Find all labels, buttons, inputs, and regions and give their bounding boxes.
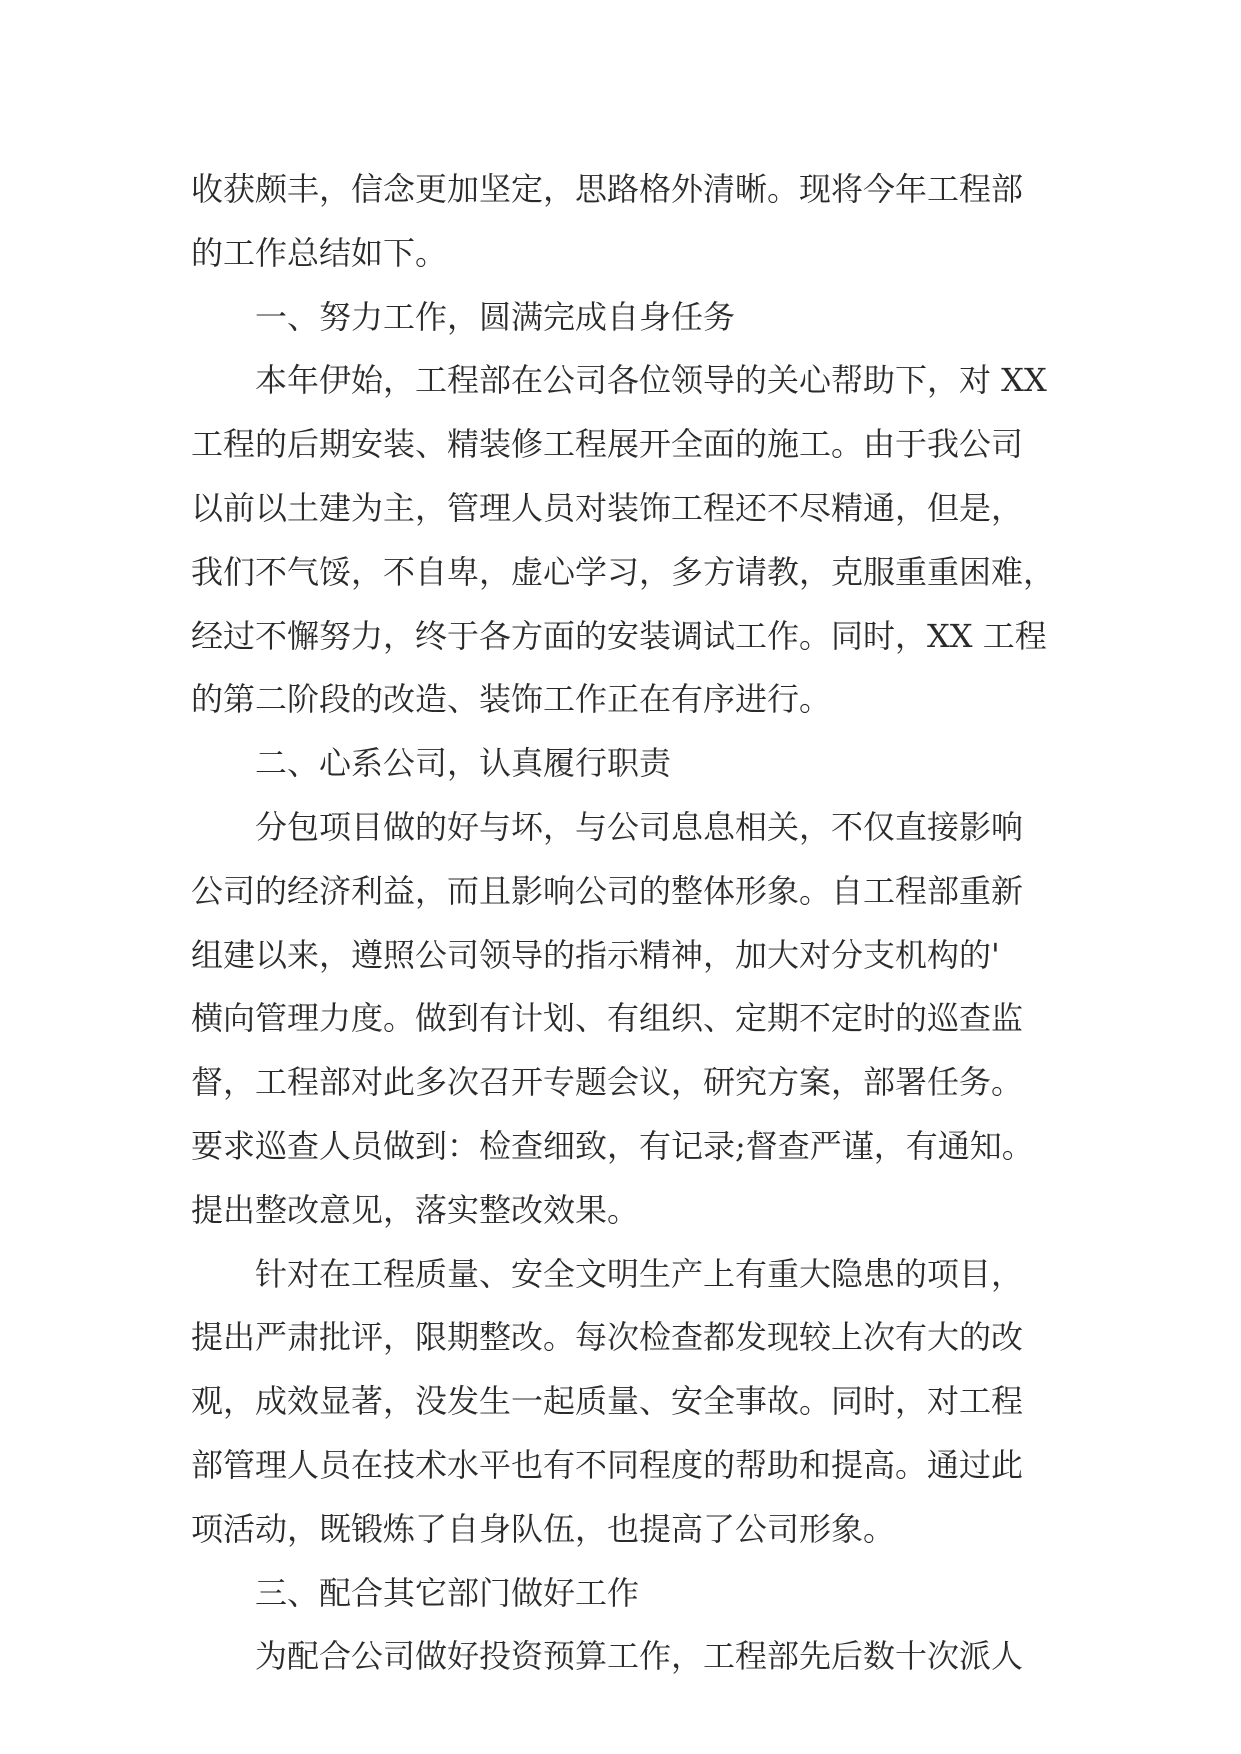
text-line-1: 收获颇丰，信念更加坚定，思路格外清晰。现将今年工程部	[191, 170, 1024, 208]
text-line-24: 为配合公司做好投资预算工作，工程部先后数十次派人	[255, 1637, 1024, 1676]
text-line-2: 的工作总结如下。	[191, 233, 448, 272]
text-line-12: 公司的经济利益，而且影响公司的整体形象。自工程部重新	[191, 871, 1024, 910]
text-line-20: 观，成效显著，没发生一起质量、安全事故。同时，对工程	[191, 1382, 1024, 1421]
text-line-21: 部管理人员在技术水平也有不同程度的帮助和提高。通过此	[191, 1445, 1024, 1484]
text-line-6: 以前以土建为主，管理人员对装饰工程还不尽精通，但是，	[191, 488, 1024, 527]
text-line-16: 要求巡查人员做到：检查细致，有记录;督查严谨，有通知。	[191, 1126, 1034, 1165]
section-heading-1: 一、努力工作，圆满完成自身任务	[255, 297, 736, 336]
text-line-14: 横向管理力度。做到有计划、有组织、定期不定时的巡查监	[191, 999, 1024, 1038]
text-line-18: 针对在工程质量、安全文明生产上有重大隐患的项目，	[255, 1254, 1024, 1293]
section-heading-2: 二、心系公司，认真履行职责	[255, 744, 672, 783]
text-line-15: 督，工程部对此多次召开专题会议，研究方案，部署任务。	[191, 1063, 1024, 1102]
text-line-4: 本年伊始，工程部在公司各位领导的关心帮助下，对 XX	[255, 361, 1047, 400]
text-line-7: 我们不气馁，不自卑，虚心学习，多方请教，克服重重困难，	[191, 552, 1056, 591]
text-line-8: 经过不懈努力，终于各方面的安装调试工作。同时，XX 工程	[191, 616, 1047, 655]
text-line-13: 组建以来，遵照公司领导的指示精神，加大对分支机构的'	[191, 935, 1000, 974]
text-line-11: 分包项目做的好与坏，与公司息息相关，不仅直接影响	[255, 807, 1024, 846]
text-line-17: 提出整改意见，落实整改效果。	[191, 1190, 640, 1229]
section-heading-3: 三、配合其它部门做好工作	[255, 1573, 640, 1612]
document-body	[191, 158, 1071, 1689]
text-line-22: 项活动，既锻炼了自身队伍，也提高了公司形象。	[191, 1509, 896, 1548]
text-line-9: 的第二阶段的改造、装饰工作正在有序进行。	[191, 680, 832, 719]
text-line-19: 提出严肃批评，限期整改。每次检查都发现较上次有大的改	[191, 1318, 1024, 1357]
text-line-5: 工程的后期安装、精装修工程展开全面的施工。由于我公司	[191, 425, 1024, 464]
